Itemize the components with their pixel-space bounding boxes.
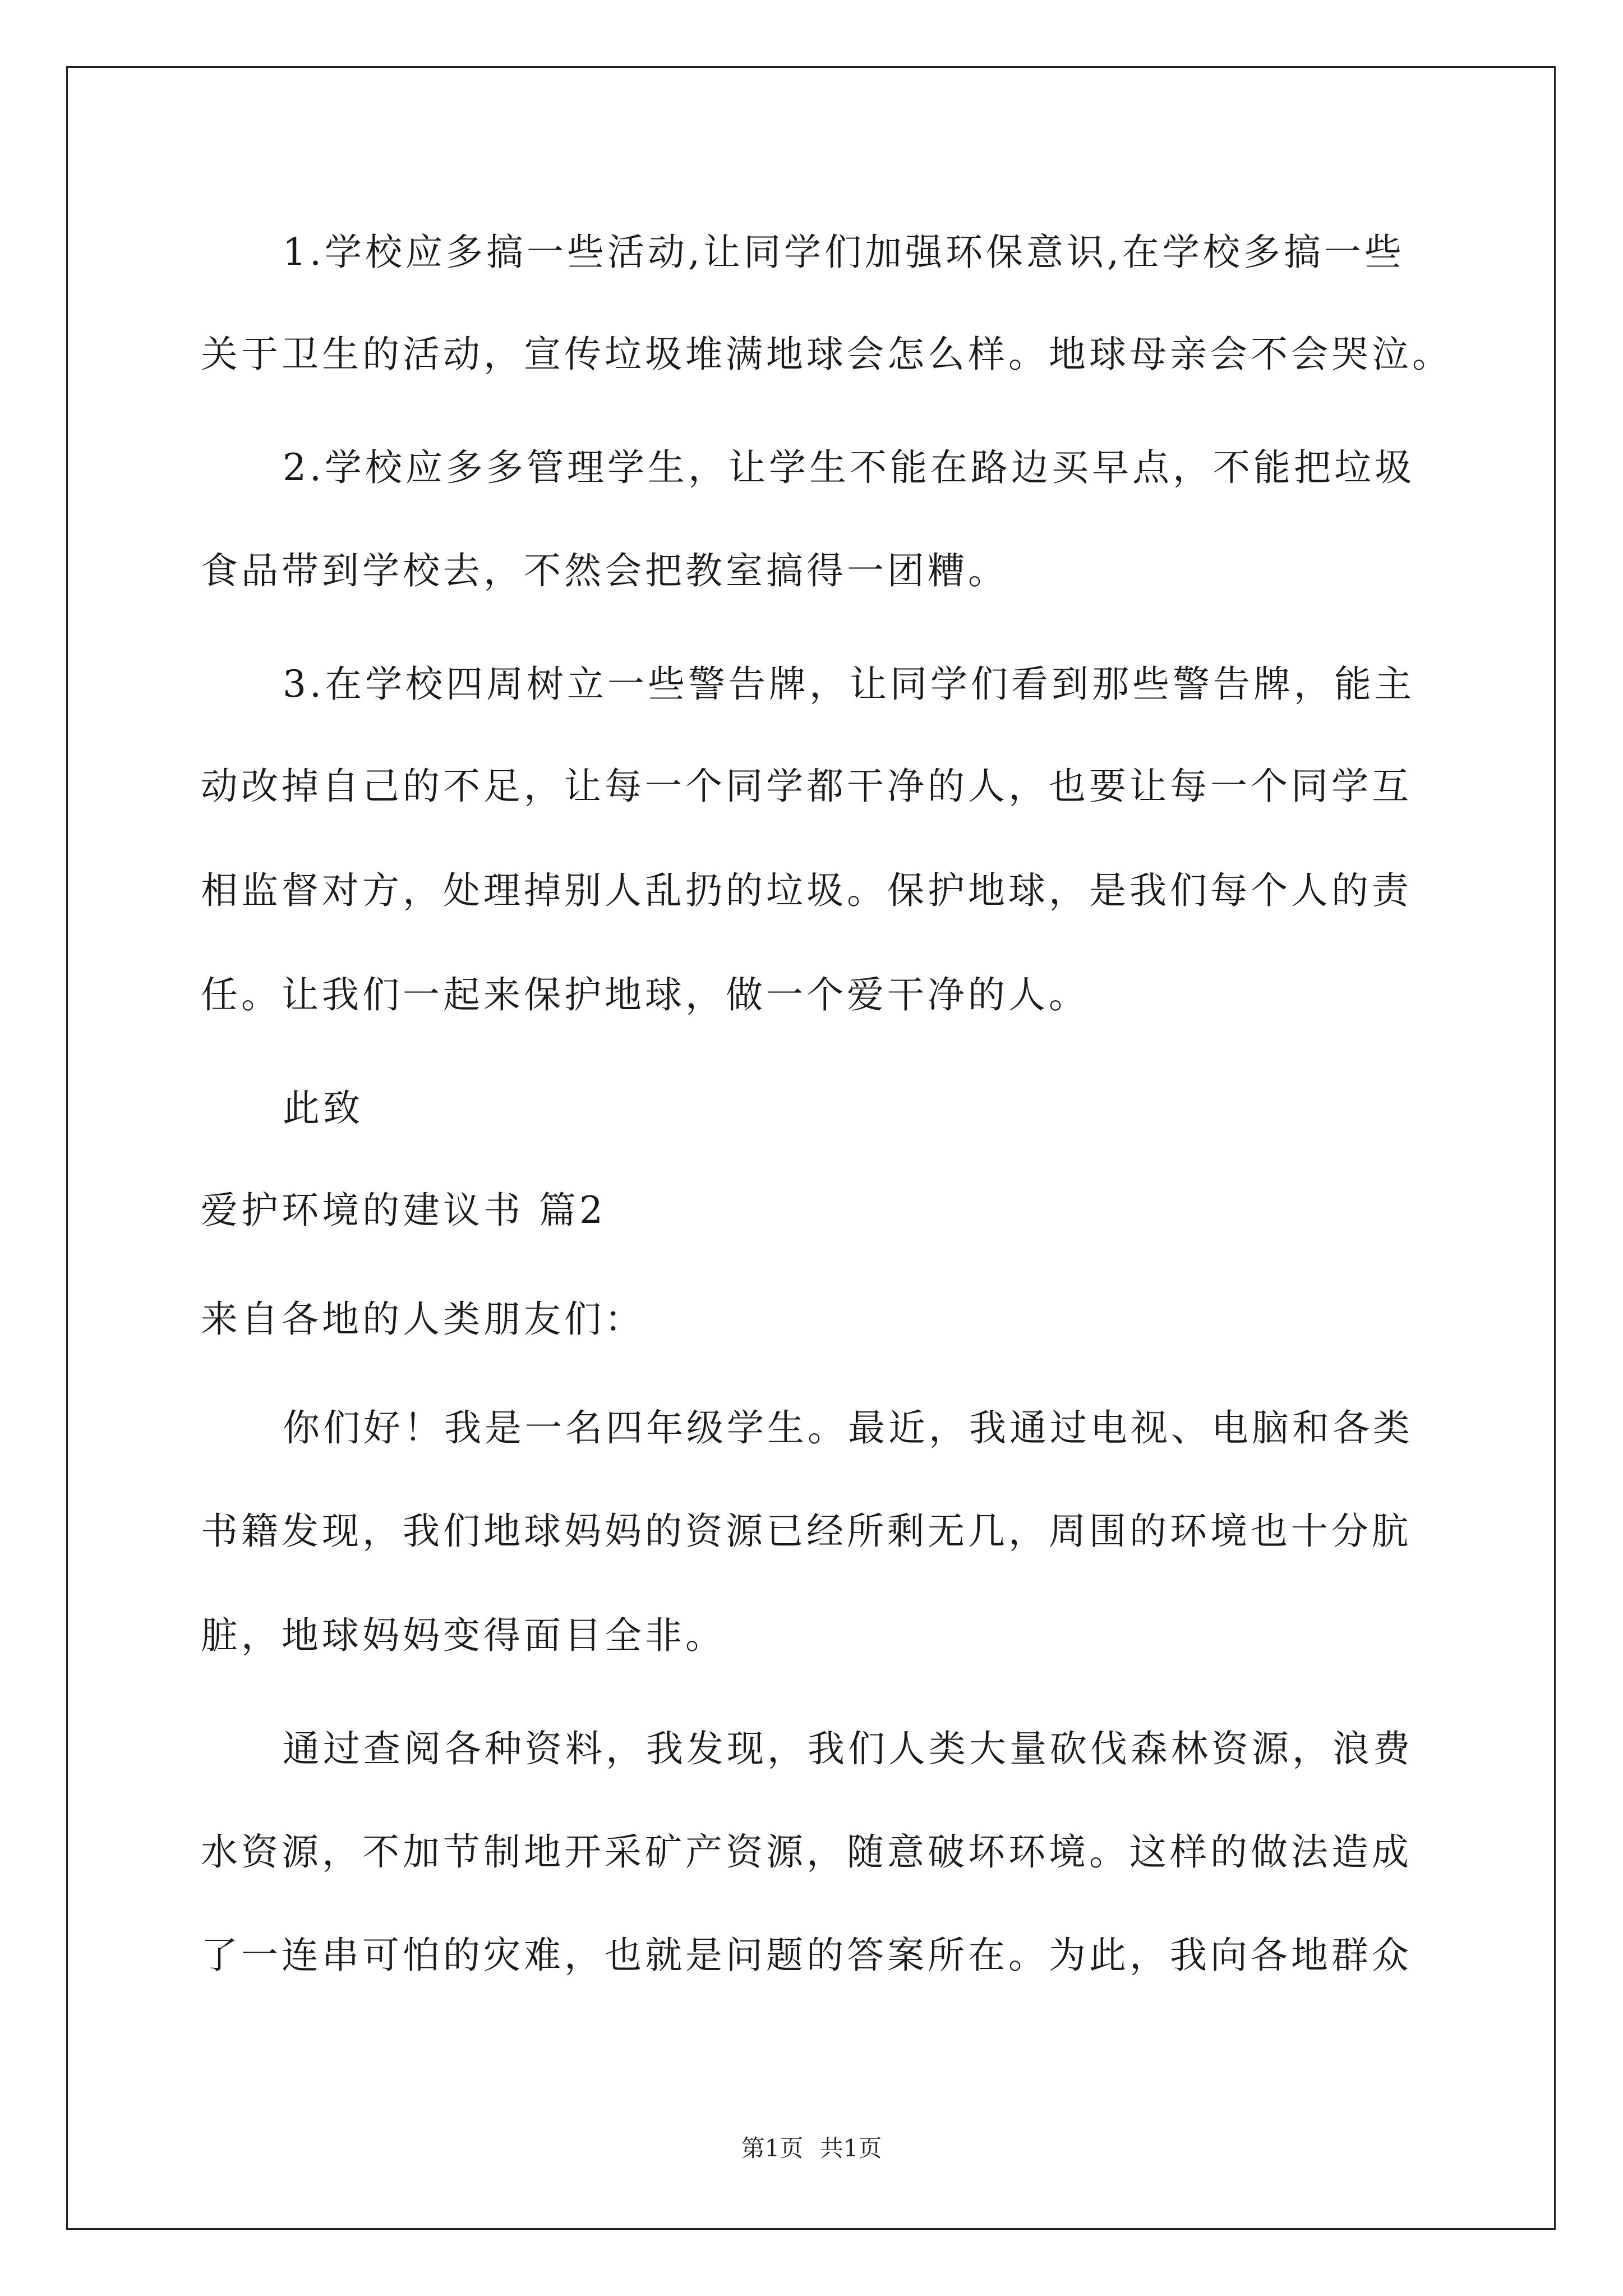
paragraph-line: 关于卫生的活动，宣传垃圾堆满地球会怎么样。地球母亲会不会哭泣。 — [201, 333, 1453, 376]
page-number-current: 第1页 — [741, 2134, 804, 2162]
page-number-total: 共1页 — [819, 2134, 882, 2162]
paragraph-line: 水资源，不加节制地开采矿产资源，随意破坏环境。这样的做法造成 — [201, 1830, 1412, 1874]
paragraph-line: 你们好！我是一名四年级学生。最近，我通过电视、电脑和各类 — [283, 1406, 1413, 1450]
closing-salutation: 此致 — [283, 1087, 363, 1130]
paragraph-line: 脏，地球妈妈变得面目全非。 — [201, 1614, 726, 1657]
paragraph-line: 通过查阅各种资料，我发现，我们人类大量砍伐森林资源，浪费 — [283, 1727, 1413, 1770]
paragraph-line: 食品带到学校去，不然会把教室搞得一团糟。 — [201, 549, 1008, 592]
paragraph-line: 任。让我们一起来保护地球，做一个爱干净的人。 — [201, 973, 1089, 1016]
paragraph-line: 2.学校应多多管理学生，让学生不能在路边买早点，不能把垃圾 — [283, 446, 1415, 489]
greeting-line: 来自各地的人类朋友们： — [201, 1297, 645, 1341]
paragraph-line: 了一连串可怕的灾难，也就是问题的答案所在。为此，我向各地群众 — [201, 1934, 1412, 1977]
paragraph-line: 书籍发现，我们地球妈妈的资源已经所剩无几，周围的环境也十分肮 — [201, 1510, 1412, 1553]
paragraph-line: 相监督对方，处理掉别人乱扔的垃圾。保护地球，是我们每个人的责 — [201, 869, 1412, 912]
paragraph-line: 3.在学校四周树立一些警告牌，让同学们看到那些警告牌，能主 — [283, 662, 1415, 706]
paragraph-line: 1.学校应多搞一些活动,让同学们加强环保意识,在学校多搞一些 — [283, 231, 1405, 274]
paragraph-line: 动改掉自己的不足，让每一个同学都干净的人，也要让每一个同学互 — [201, 765, 1412, 808]
page-border — [66, 66, 1556, 2230]
section-heading: 爱护环境的建议书 篇2 — [201, 1189, 606, 1232]
page-footer — [0, 2134, 1623, 2162]
